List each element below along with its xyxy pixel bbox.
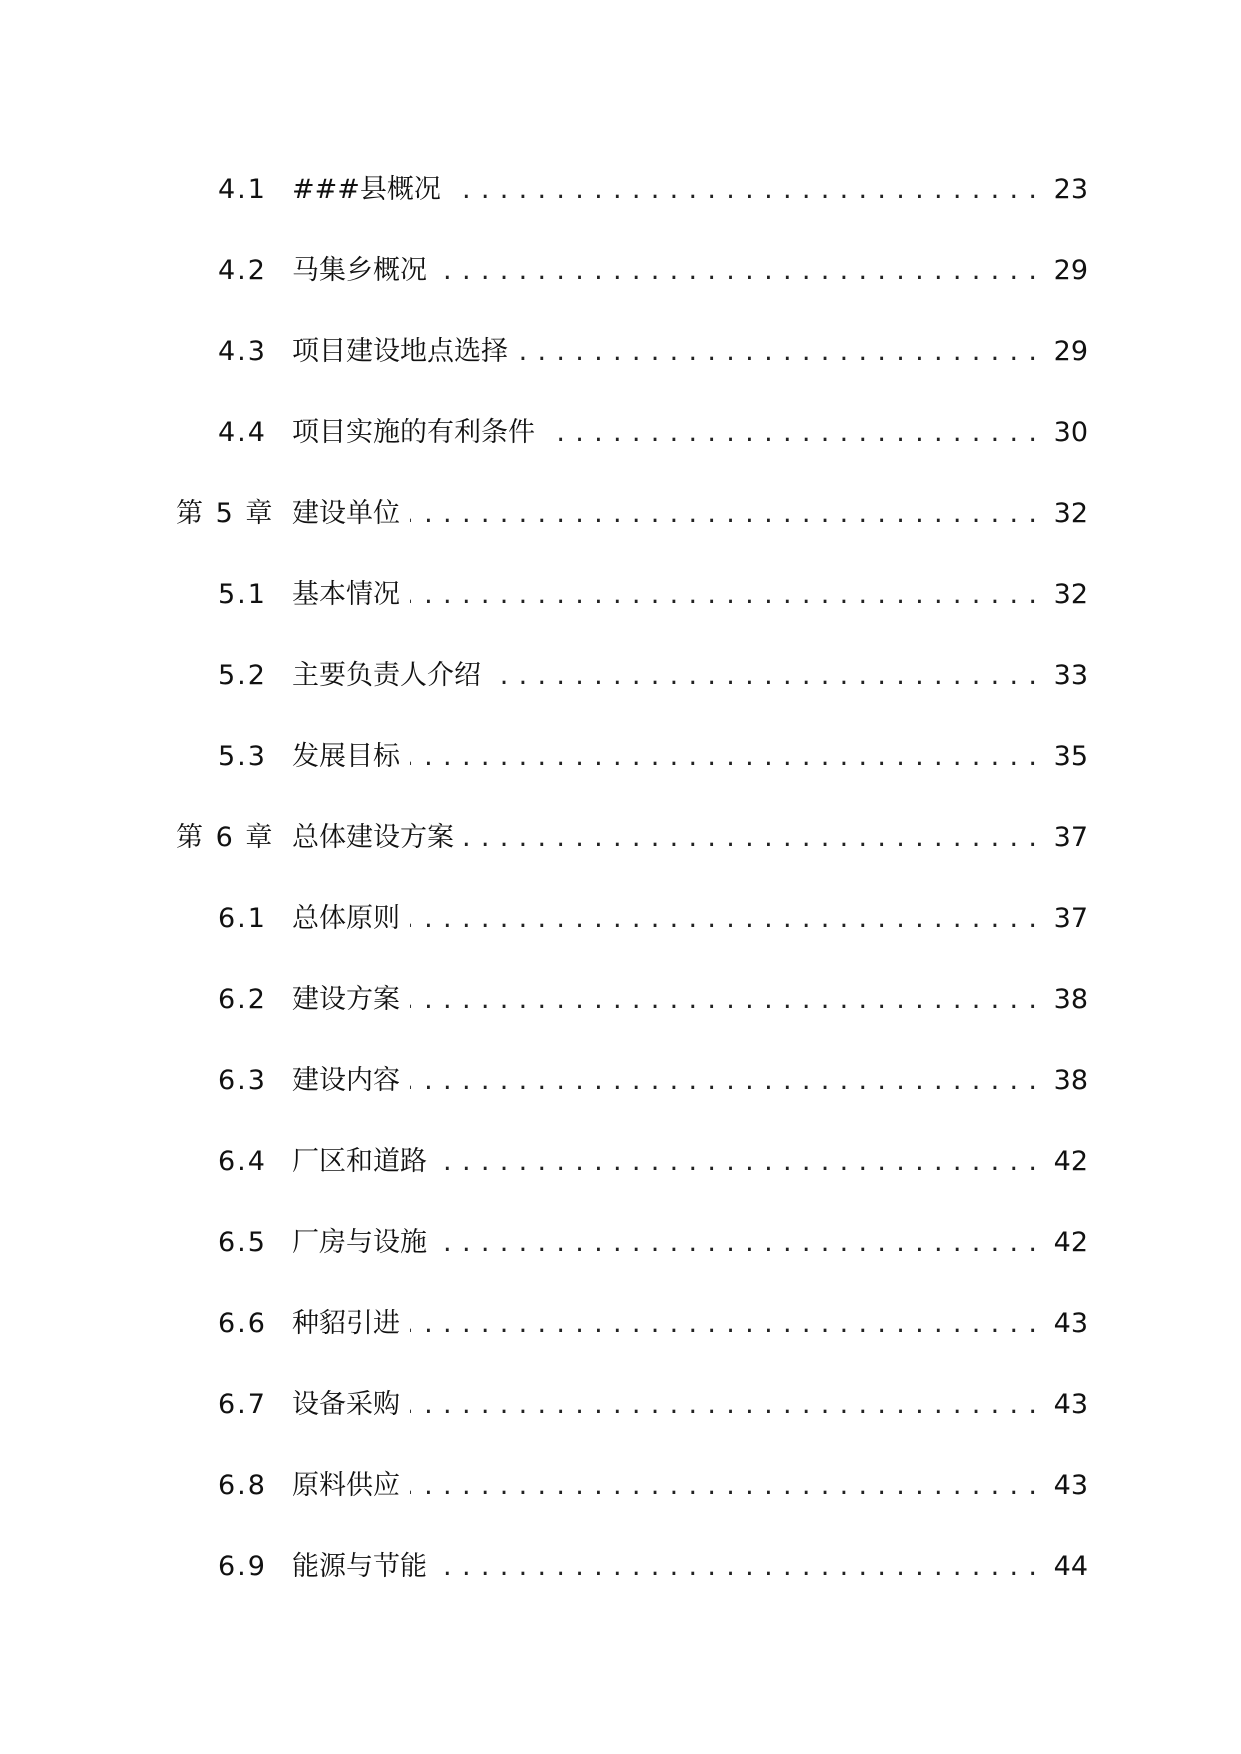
toc-entry-page: 32 xyxy=(1048,489,1088,539)
toc-entry-chapter-6[interactable] xyxy=(0,813,1241,863)
toc-entry-title: 项目实施的有利条件 xyxy=(292,408,545,458)
toc-entry-page: 43 xyxy=(1048,1380,1088,1430)
toc-entry-number: 6.5 xyxy=(218,1227,267,1258)
toc-entry-6-3[interactable] xyxy=(0,1056,1241,1106)
toc-chapter-number: 第 6 章 xyxy=(176,822,275,853)
toc-entry-number: 4.3 xyxy=(218,336,267,367)
toc-entry-title: 原料供应 xyxy=(292,1461,410,1511)
toc-entry-5-1[interactable] xyxy=(0,570,1241,620)
toc-entry-title: 厂房与设施 xyxy=(292,1218,437,1268)
toc-entry-number: 6.1 xyxy=(218,903,267,934)
toc-entry-number: 5.2 xyxy=(218,660,267,691)
toc-entry-title: 项目建设地点选择 xyxy=(292,327,518,377)
dot-leader xyxy=(292,1299,1079,1349)
toc-entry-6-7[interactable] xyxy=(0,1380,1241,1430)
toc-entry-title: 建设内容 xyxy=(292,1056,410,1106)
toc-entry-title: 设备采购 xyxy=(292,1380,410,1430)
toc-entry-number: 4.2 xyxy=(218,255,267,286)
toc-entry-4-1[interactable] xyxy=(0,165,1241,215)
toc-chapter-number: 第 5 章 xyxy=(176,498,275,529)
dot-leader xyxy=(292,570,1079,620)
toc-entry-number: 6.2 xyxy=(218,984,267,1015)
toc-entry-page: 44 xyxy=(1048,1542,1088,1592)
toc-entry-number: 6.6 xyxy=(218,1308,267,1339)
toc-entry-page: 43 xyxy=(1048,1299,1088,1349)
toc-entry-number: 6.4 xyxy=(218,1146,267,1177)
toc-entry-title: 建设单位 xyxy=(292,489,410,539)
toc-entry-title: 发展目标 xyxy=(292,732,410,782)
toc-entry-page: 33 xyxy=(1048,651,1088,701)
toc-entry-number: 4.1 xyxy=(218,174,267,205)
toc-entry-number: 5.3 xyxy=(218,741,267,772)
toc-entry-title: 主要负责人介绍 xyxy=(292,651,491,701)
toc-entry-title: 建设方案 xyxy=(292,975,410,1025)
dot-leader xyxy=(292,1380,1079,1430)
toc-entry-6-9[interactable] xyxy=(0,1542,1241,1592)
toc-entry-page: 23 xyxy=(1048,165,1088,215)
toc-entry-chapter-5[interactable] xyxy=(0,489,1241,539)
dot-leader xyxy=(292,1461,1079,1511)
toc-entry-number: 6.9 xyxy=(218,1551,267,1582)
toc-entry-title: 能源与节能 xyxy=(292,1542,437,1592)
toc-entry-page: 30 xyxy=(1048,408,1088,458)
toc-entry-5-3[interactable] xyxy=(0,732,1241,782)
toc-entry-page: 42 xyxy=(1048,1218,1088,1268)
toc-entry-title: 总体原则 xyxy=(292,894,410,944)
toc-entry-6-8[interactable] xyxy=(0,1461,1241,1511)
toc-entry-page: 37 xyxy=(1048,894,1088,944)
toc-entry-number: 5.1 xyxy=(218,579,267,610)
toc-entry-4-4[interactable] xyxy=(0,408,1241,458)
toc-entry-6-6[interactable] xyxy=(0,1299,1241,1349)
toc-entry-title: 总体建设方案 xyxy=(292,813,464,863)
toc-entry-5-2[interactable] xyxy=(0,651,1241,701)
toc-entry-6-4[interactable] xyxy=(0,1137,1241,1187)
dot-leader xyxy=(292,975,1079,1025)
toc-entry-page: 43 xyxy=(1048,1461,1088,1511)
toc-entry-title: 种貂引进 xyxy=(292,1299,410,1349)
toc-entry-6-1[interactable] xyxy=(0,894,1241,944)
toc-entry-page: 32 xyxy=(1048,570,1088,620)
toc-entry-6-5[interactable] xyxy=(0,1218,1241,1268)
toc-entry-page: 29 xyxy=(1048,246,1088,296)
toc-entry-6-2[interactable] xyxy=(0,975,1241,1025)
toc-entry-4-3[interactable] xyxy=(0,327,1241,377)
toc-entry-number: 6.8 xyxy=(218,1470,267,1501)
toc-entry-page: 38 xyxy=(1048,1056,1088,1106)
toc-entry-page: 29 xyxy=(1048,327,1088,377)
toc-entry-page: 38 xyxy=(1048,975,1088,1025)
toc-entry-page: 35 xyxy=(1048,732,1088,782)
dot-leader xyxy=(292,732,1079,782)
toc-entry-title: 厂区和道路 xyxy=(292,1137,437,1187)
toc-entry-number: 6.7 xyxy=(218,1389,267,1420)
dot-leader xyxy=(292,894,1079,944)
toc-entry-number: 4.4 xyxy=(218,417,267,448)
toc-entry-4-2[interactable] xyxy=(0,246,1241,296)
toc-entry-title: ###县概况 xyxy=(292,165,451,215)
dot-leader xyxy=(292,489,1079,539)
toc-entry-page: 37 xyxy=(1048,813,1088,863)
toc-entry-number: 6.3 xyxy=(218,1065,267,1096)
toc-entry-title: 基本情况 xyxy=(292,570,410,620)
toc-entry-page: 42 xyxy=(1048,1137,1088,1187)
dot-leader xyxy=(292,1056,1079,1106)
toc-entry-title: 马集乡概况 xyxy=(292,246,437,296)
